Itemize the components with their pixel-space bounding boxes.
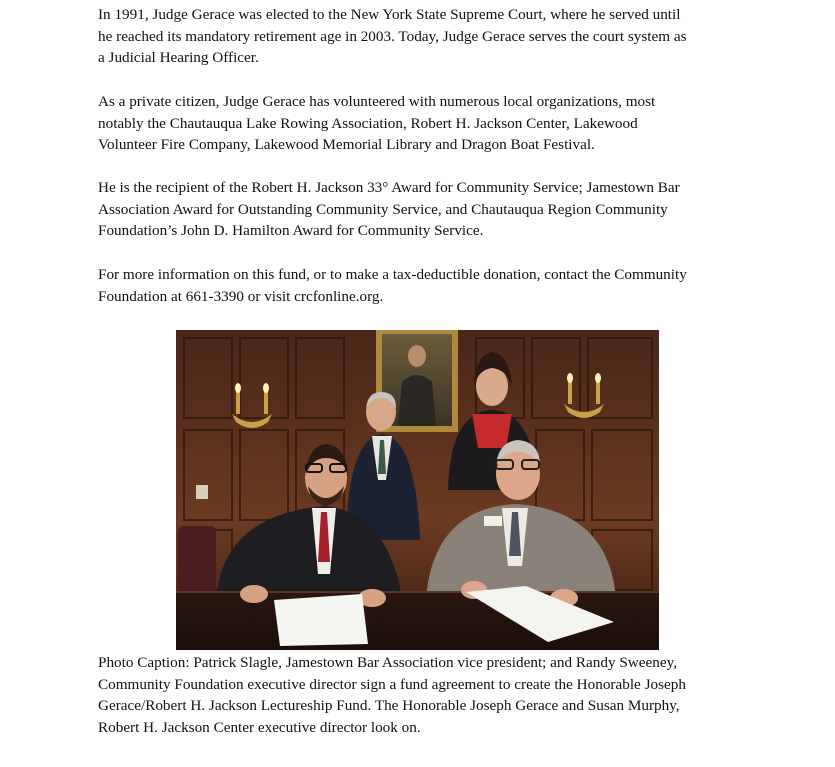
paragraph-line: a Judicial Hearing Officer. <box>98 49 259 66</box>
paragraph-line: As a private citizen, Judge Gerace has volunteered with numerous local organizations, most <box>98 93 656 110</box>
photo-caption <box>98 652 748 738</box>
paragraph-judicial-career <box>98 4 748 69</box>
paragraph-line: He is the recipient of the Robert H. Jackson 33° Award for Community Service; Jamestown Bar <box>98 179 680 196</box>
paragraph-line: he reached its mandatory retirement age in 2003. Today, Judge Gerace serves the court system as <box>98 27 687 45</box>
paragraph-line: Volunteer Fire Company, Lakewood Memorial Library and Dragon Boat Festival. <box>98 136 595 153</box>
caption-line: Photo Caption: Patrick Slagle, Jamestown Bar Association vice president; and Randy Sweeney, <box>98 654 677 671</box>
caption-line: Gerace/Robert H. Jackson Lectureship Fund. The Honorable Joseph Gerace and Susan Murphy, <box>98 697 680 714</box>
paragraph-line: Foundation’s John D. Hamilton Award for Community Service. <box>98 222 484 239</box>
paragraph-line: In 1991, Judge Gerace was elected to the New York State Supreme Court, where he served until <box>98 6 681 23</box>
paragraph-line: Association Award for Outstanding Community Service, and Chautauqua Region Community <box>98 200 668 218</box>
paragraph-line: Foundation at 661-3390 or visit crcfonline.org. <box>98 287 384 305</box>
paragraph-awards <box>98 177 748 242</box>
paragraph-contact-info <box>98 264 748 307</box>
paragraph-line: For more information on this fund, or to make a tax-deductible donation, contact the Community <box>98 266 687 283</box>
caption-line: Community Foundation executive director sign a fund agreement to create the Honorable Joseph <box>98 675 686 693</box>
caption-line: Robert H. Jackson Center executive director look on. <box>98 718 421 736</box>
signing-photo <box>176 330 659 650</box>
paragraph-line: notably the Chautauqua Lake Rowing Association, Robert H. Jackson Center, Lakewood <box>98 114 638 132</box>
paragraph-volunteer-work <box>98 91 748 156</box>
